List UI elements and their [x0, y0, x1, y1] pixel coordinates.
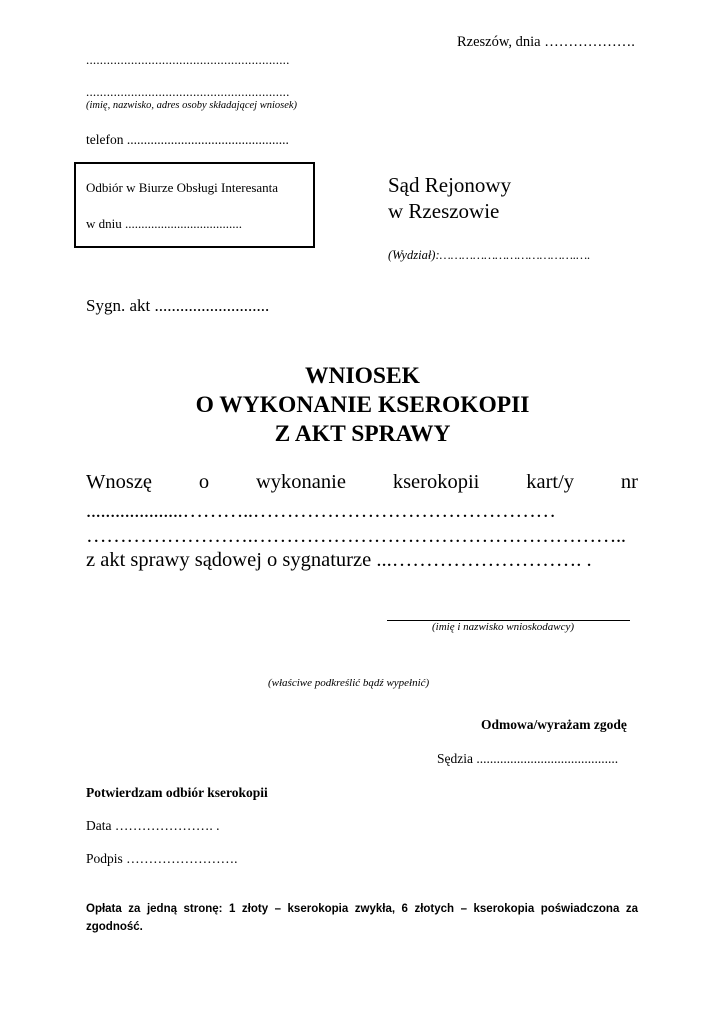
city-date-line: Rzeszów, dnia ……………….: [457, 34, 635, 50]
applicant-name-field: ...........................................................: [86, 52, 290, 67]
document-title: [0, 362, 725, 449]
applicant-address-field: ...........................................................: [86, 84, 290, 99]
receipt-signature-field: Podpis …………………….: [86, 851, 238, 866]
request-word: kserokopii: [392, 471, 480, 493]
judge-signature-field: Sędzia ..........................................: [437, 751, 619, 766]
court-location: w Rzeszowie: [388, 199, 500, 223]
pickup-box-date-field: w dniu ....................................: [86, 216, 242, 231]
phone-field: telefon ................................................: [86, 132, 289, 147]
receipt-date-field: Data …………………. .: [86, 818, 220, 833]
request-line-1: [86, 471, 638, 494]
court-name: Sąd Rejonowy: [388, 173, 512, 197]
request-word: kart/y: [526, 471, 575, 493]
request-word: nr: [620, 471, 638, 493]
document-title-line-3: Z AKT SPRAWY: [274, 421, 451, 447]
request-line-3: …………………….………………………………………………..: [86, 525, 626, 547]
request-word: Wnoszę: [86, 471, 153, 493]
decision-text: Odmowa/wyrażam zgodę: [481, 717, 627, 732]
receipt-title: Potwierdzam odbiór kserokopii: [86, 785, 268, 800]
underline-note: (właściwe podkreślić bądź wypełnić): [268, 677, 430, 689]
request-word: o: [198, 471, 210, 493]
applicant-caption: (imię, nazwisko, adres osoby składającej wniosek): [86, 100, 298, 111]
pickup-box-title: Odbiór w Biurze Obsługi Interesanta: [86, 180, 279, 195]
request-line-2: ....................………..………………………………………: [86, 500, 556, 522]
signature-caption: (imię i nazwisko wnioskodawcy): [432, 621, 575, 633]
division-field: (Wydział):……………………………….….: [388, 248, 591, 262]
request-word: wykonanie: [256, 471, 346, 493]
document-title-line-2: O WYKONANIE KSEROKOPII: [195, 392, 530, 418]
fee-note: Opłata za jedną stronę: 1 złoty – kserokopia zwykła, 6 złotych – kserokopia poświadczona za zgodność.: [86, 903, 638, 933]
case-number-field: Sygn. akt ...........................: [86, 296, 270, 315]
pickup-box: [74, 162, 315, 248]
request-line-4: z akt sprawy sądowej o sygnaturze ...………………………. .: [86, 549, 592, 571]
document-title-line-1: WNIOSEK: [305, 363, 420, 389]
